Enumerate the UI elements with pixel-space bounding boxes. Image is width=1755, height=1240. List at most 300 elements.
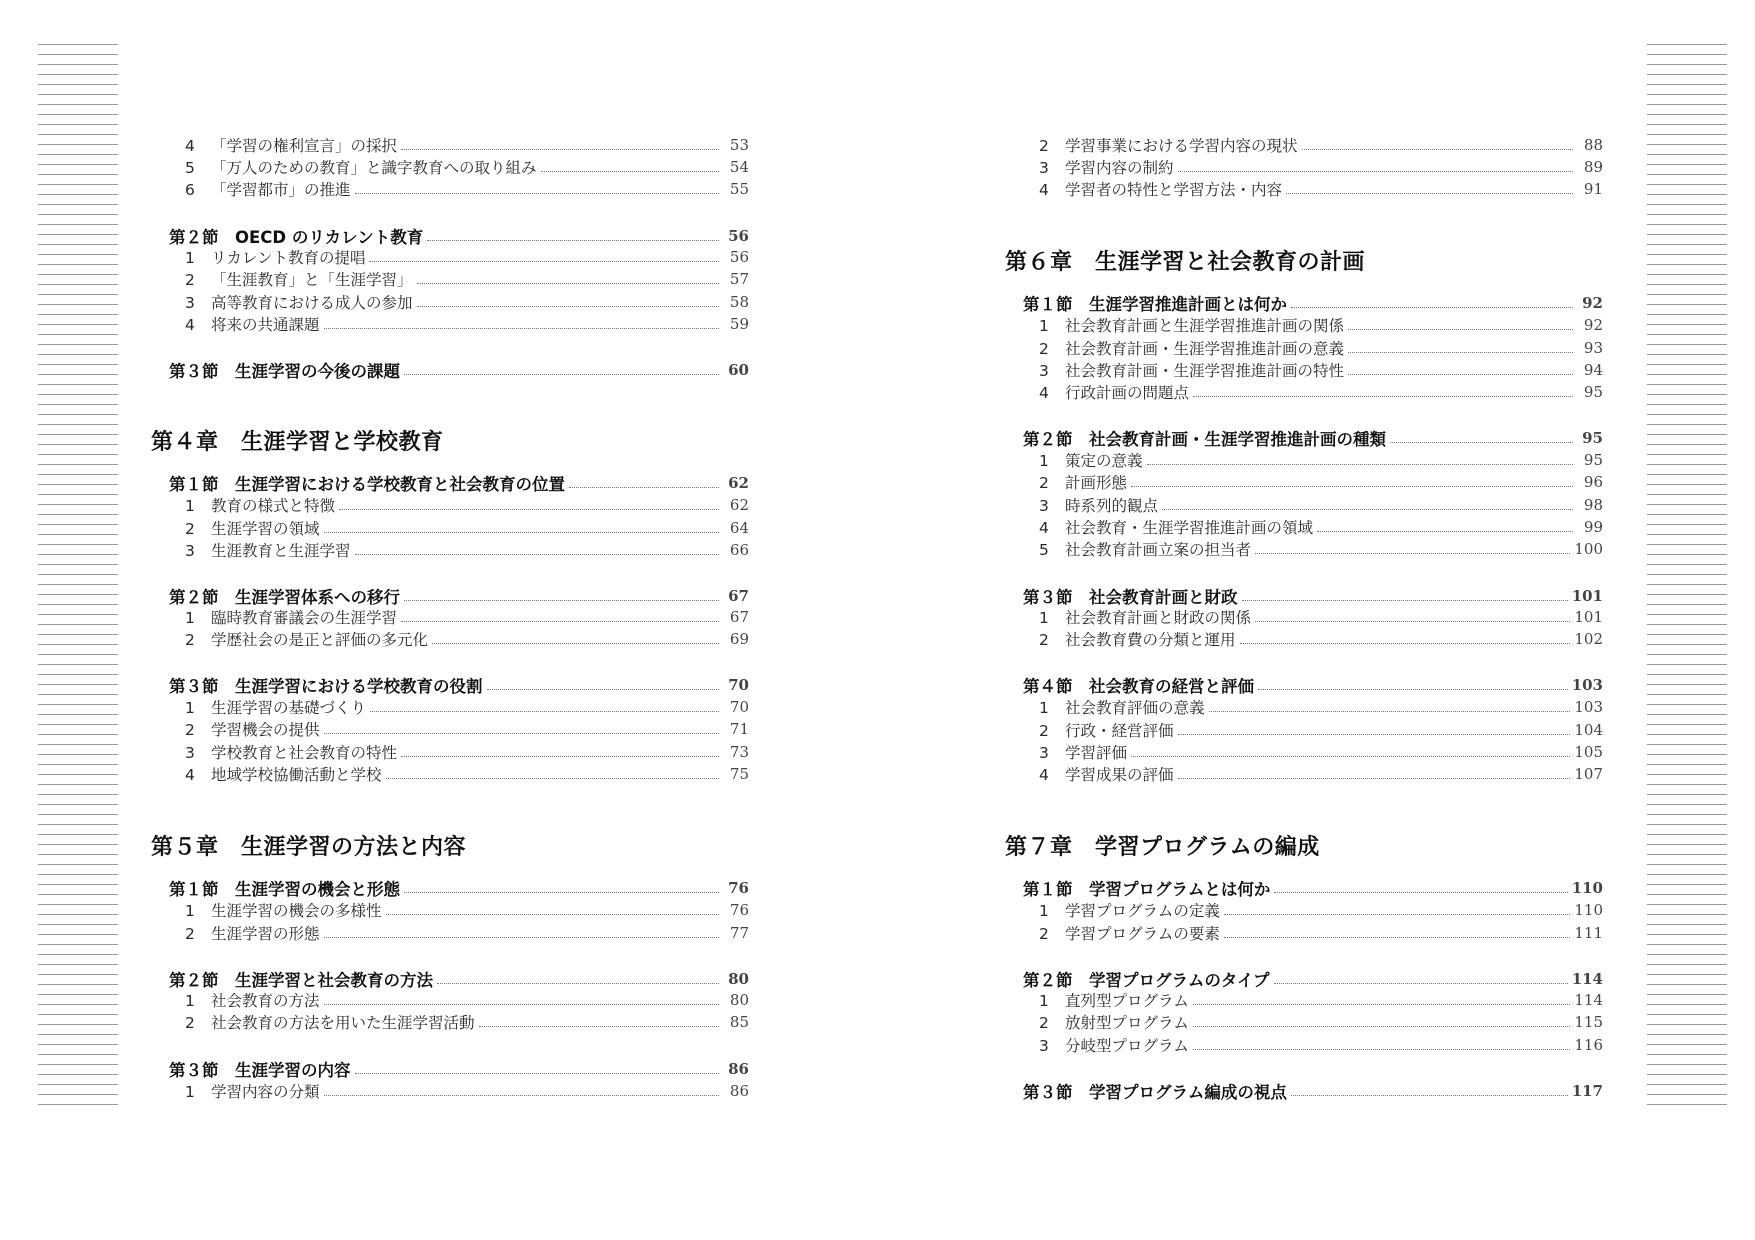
entry-title [151,628,428,650]
entry-number: 1 [185,497,195,515]
page-number: 100 [1574,540,1603,558]
dot-leader [487,689,720,690]
toc-section-entry [1005,585,1603,607]
toc-section-entry [151,472,749,494]
entry-title [1005,134,1298,156]
entry-title-text: 生涯学習の基礎づくり [211,699,367,717]
entry-number: 3 [1039,744,1049,762]
entry-number: 2 [1039,137,1049,155]
toc-section-entry [151,674,749,696]
entry-title [1005,606,1251,628]
page-number: 71 [729,720,749,738]
dot-leader [324,733,719,734]
dot-leader [324,532,719,533]
toc-item-entry [151,246,749,268]
page-number: 64 [729,519,749,537]
dot-leader [437,983,719,984]
page-number: 94 [1583,361,1603,379]
toc-item-entry [151,1080,749,1102]
toc-item-entry [1005,337,1603,359]
page-number: 60 [728,361,749,379]
page-number: 92 [1582,294,1603,312]
dot-leader [1178,734,1571,735]
dot-leader [1224,937,1571,938]
toc-section-entry [1005,1080,1603,1102]
entry-number: 3 [185,744,195,762]
dot-leader [324,1095,719,1096]
entry-title-text: 放射型プログラム [1065,1014,1189,1032]
toc-item-entry [151,494,749,516]
entry-number: 4 [185,137,195,155]
entry-title-text: 分岐型プログラム [1065,1037,1189,1055]
toc-item-entry [151,763,749,785]
dot-leader [479,1026,719,1027]
entry-title: 第４節 社会教育の経営と評価 [1023,677,1254,696]
entry-title-text: 学習事業における学習内容の現状 [1065,137,1298,155]
toc-item-entry [1005,606,1603,628]
entry-title [151,718,320,740]
page-number: 54 [729,158,749,176]
toc-item-entry [1005,314,1603,336]
entry-title [151,291,413,313]
toc-section-entry [151,968,749,990]
toc-item-entry [151,313,749,335]
toc-item-entry [151,539,749,561]
page-number: 53 [729,136,749,154]
page-number: 91 [1583,180,1603,198]
entry-title [1005,494,1158,516]
entry-title: 第１節 生涯学習推進計画とは何か [1023,295,1287,314]
entry-title-text: 生涯学習の機会の多様性 [211,902,382,920]
page-number: 58 [729,293,749,311]
entry-number: 5 [1039,541,1049,559]
entry-number: 5 [185,159,195,177]
entry-title: 第３節 学習プログラム編成の視点 [1023,1083,1287,1102]
entry-title [151,899,382,921]
page-number: 73 [729,743,749,761]
dot-leader [1224,914,1571,915]
entry-title [151,517,320,539]
entry-title-text: 学歴社会の是正と評価の多元化 [211,631,429,649]
chapter-heading: 第４章 生涯学習と学校教育 [151,430,444,455]
toc-item-entry [1005,899,1603,921]
dot-leader [1255,621,1570,622]
entry-number: 2 [185,721,195,739]
dot-leader [401,756,719,757]
entry-number: 1 [185,699,195,717]
entry-number: 1 [185,1083,195,1101]
entry-title [1005,359,1344,381]
dot-leader [1291,307,1573,308]
toc-section-entry [151,585,749,607]
entry-number: 1 [185,609,195,627]
entry-number: 4 [1039,181,1049,199]
toc-item-entry [1005,1034,1603,1056]
toc-item-entry [151,899,749,921]
entry-title-text: 社会教育評価の意義 [1065,699,1205,717]
entry-number: 3 [1039,497,1049,515]
page-number: 107 [1574,765,1603,783]
dot-leader [1162,509,1573,510]
page-number: 66 [729,541,749,559]
page-number: 56 [728,227,749,245]
dot-leader [569,487,719,488]
page-number: 67 [728,587,749,605]
page-number: 62 [728,474,749,492]
dot-leader [386,914,719,915]
entry-number: 1 [185,902,195,920]
entry-title-text: 行政計画の問題点 [1065,384,1190,402]
entry-title [1005,471,1127,493]
page-number: 114 [1574,991,1603,1009]
toc-item-entry [1005,696,1603,718]
dot-leader [339,509,719,510]
entry-title [1005,763,1174,785]
dot-leader [1131,756,1570,757]
entry-title [1005,1011,1189,1033]
entry-number: 2 [185,631,195,649]
entry-number: 1 [1039,992,1049,1010]
toc-item-entry [151,1011,749,1033]
dot-leader [1242,600,1568,601]
entry-title [151,989,320,1011]
entry-number: 1 [185,992,195,1010]
toc-item-entry [151,628,749,650]
page-number: 98 [1583,496,1603,514]
entry-title-text: 教育の様式と特徴 [211,497,336,515]
entry-number: 2 [185,1014,195,1032]
entry-title-text: 社会教育計画と財政の関係 [1065,609,1252,627]
dot-leader [432,643,719,644]
entry-title [151,178,351,200]
toc-item-entry [151,718,749,740]
toc-item-entry [1005,449,1603,471]
entry-title-text: 生涯教育と生涯学習 [211,542,351,560]
entry-number: 1 [1039,699,1049,717]
entry-title-text: 学習プログラムの定義 [1065,902,1220,920]
entry-title-text: 生涯学習の領域 [211,520,320,538]
page-number: 62 [729,496,749,514]
dot-leader [401,149,719,150]
toc-item-entry [1005,381,1603,403]
dot-leader [1348,329,1573,330]
entry-number: 4 [185,316,195,334]
entry-title-text: 地域学校協働活動と学校 [211,766,382,784]
page-number: 115 [1574,1013,1603,1031]
toc-item-entry [1005,989,1603,1011]
entry-title-text: 学習プログラムの要素 [1065,925,1220,943]
entry-title [151,268,413,290]
entry-title [1005,1034,1189,1056]
page-number: 76 [728,879,749,897]
dot-leader [1274,983,1568,984]
page-number: 101 [1571,587,1603,605]
entry-number: 2 [185,925,195,943]
page-number: 104 [1574,721,1603,739]
toc-item-entry [1005,719,1603,741]
toc-section-entry [151,359,749,381]
entry-title [1005,628,1236,650]
entry-title [151,922,320,944]
page-number: 85 [729,1013,749,1031]
dot-leader [1274,892,1567,893]
entry-number: 6 [185,181,195,199]
dot-leader [1258,689,1568,690]
entry-title-text: 学習成果の評価 [1065,766,1174,784]
toc-section-entry [1005,427,1603,449]
entry-title-text: 「万人のための教育」と識字教育への取り組み [211,159,537,177]
entry-title: 第３節 生涯学習における学校教育の役割 [169,677,483,696]
page-number: 101 [1574,608,1603,626]
page-number: 95 [1582,429,1603,447]
entry-title [1005,516,1313,538]
entry-title-text: 社会教育計画・生涯学習推進計画の意義 [1065,340,1345,358]
page-edge-lines-right [1647,44,1727,1112]
page-number: 77 [729,924,749,942]
entry-title-text: 社会教育・生涯学習推進計画の領域 [1065,519,1314,537]
dot-leader [1209,711,1571,712]
entry-title-text: 社会教育計画・生涯学習推進計画の特性 [1065,362,1345,380]
page-number: 56 [729,248,749,266]
page-number: 67 [729,608,749,626]
entry-title-text: 社会教育の方法 [211,992,320,1010]
entry-number: 2 [1039,631,1049,649]
entry-title-text: リカレント教育の提唱 [211,249,366,267]
entry-number: 2 [1039,722,1049,740]
toc-item-entry [151,696,749,718]
entry-title [1005,696,1205,718]
toc-item-entry [1005,741,1603,763]
dot-leader [1302,149,1573,150]
dot-leader [427,240,719,241]
entry-title-text: 将来の共通課題 [211,316,320,334]
page-number: 105 [1574,743,1603,761]
entry-number: 1 [1039,902,1049,920]
page-number: 95 [1583,383,1603,401]
entry-title [151,1080,320,1102]
entry-title [151,763,382,785]
page-number: 92 [1583,316,1603,334]
entry-title [151,1011,475,1033]
dot-leader [1193,1049,1571,1050]
entry-title: 第１節 学習プログラムとは何か [1023,880,1271,899]
toc-item-entry [1005,359,1603,381]
entry-title-text: 社会教育計画立案の担当者 [1065,541,1252,559]
dot-leader [355,193,719,194]
page-number: 89 [1583,158,1603,176]
entry-title-text: 生涯学習の形態 [211,925,320,943]
page-number: 70 [728,676,749,694]
dot-leader [1193,396,1573,397]
entry-title [1005,922,1220,944]
page-number: 103 [1571,676,1603,694]
page-number: 70 [729,698,749,716]
dot-leader [1178,778,1571,779]
entry-title [151,696,366,718]
entry-title: 第２節 社会教育計画・生涯学習推進計画の種類 [1023,430,1386,449]
entry-title-text: 「学習都市」の推進 [211,181,351,199]
toc-item-entry [151,922,749,944]
dot-leader [324,1004,719,1005]
dot-leader [1317,531,1573,532]
entry-title [1005,314,1344,336]
entry-title [1005,337,1344,359]
dot-leader [404,374,719,375]
dot-leader [1255,553,1570,554]
entry-title: 第１節 生涯学習における学校教育と社会教育の位置 [169,475,565,494]
entry-title: 第３節 生涯学習の内容 [169,1061,351,1080]
toc-item-entry [1005,156,1603,178]
entry-number: 1 [1039,317,1049,335]
entry-title: 第３節 社会教育計画と財政 [1023,588,1238,607]
dot-leader [401,621,719,622]
toc-item-entry [151,989,749,1011]
toc-item-entry [1005,134,1603,156]
page-number: 55 [729,180,749,198]
dot-leader [1131,486,1573,487]
toc-section-entry [1005,877,1603,899]
dot-leader [1348,352,1573,353]
page-number: 76 [729,901,749,919]
entry-title-text: 学習内容の制約 [1065,159,1174,177]
dot-leader [1193,1026,1571,1027]
entry-title-text: 社会教育計画と生涯学習推進計画の関係 [1065,317,1345,335]
entry-title [1005,449,1143,471]
page-number: 93 [1583,339,1603,357]
page-number: 114 [1571,970,1603,988]
entry-title [1005,899,1220,921]
toc-item-entry [1005,628,1603,650]
entry-title-text: 社会教育費の分類と運用 [1065,631,1236,649]
dot-leader [404,600,719,601]
entry-title [151,156,537,178]
page-number: 75 [729,765,749,783]
entry-title: 第３節 生涯学習の今後の課題 [169,362,400,381]
toc-item-entry [151,156,749,178]
entry-title [1005,381,1189,403]
entry-title: 第１節 生涯学習の機会と形態 [169,880,400,899]
entry-title-text: 学習機会の提供 [211,721,320,739]
entry-title-text: 行政・経営評価 [1065,722,1174,740]
entry-title-text: 「生涯教育」と「生涯学習」 [211,271,413,289]
page-number: 103 [1574,698,1603,716]
entry-title [151,313,320,335]
entry-title-text: 直列型プログラム [1065,992,1189,1010]
page-number: 110 [1571,879,1603,897]
entry-title [151,741,397,763]
dot-leader [355,1073,720,1074]
entry-title: 第２節 学習プログラムのタイプ [1023,971,1270,990]
toc-section-entry [1005,968,1603,990]
dot-leader [1286,193,1573,194]
page-number: 86 [728,1060,749,1078]
entry-title [1005,156,1174,178]
toc-item-entry [1005,471,1603,493]
toc-item-entry [1005,178,1603,200]
entry-title [151,134,397,156]
page-number: 116 [1574,1036,1603,1054]
entry-number: 2 [1039,1014,1049,1032]
dot-leader [1147,464,1573,465]
toc-section-entry [151,877,749,899]
entry-number: 2 [1039,340,1049,358]
page-number: 57 [729,270,749,288]
dot-leader [1348,374,1573,375]
page-edge-lines-left [38,44,118,1112]
toc-section-entry [151,225,749,247]
entry-number: 1 [1039,609,1049,627]
entry-number: 2 [1039,925,1049,943]
entry-title-text: 時系列的観点 [1065,497,1159,515]
toc-item-entry [151,178,749,200]
page-number: 111 [1574,924,1603,942]
entry-title-text: 臨時教育審議会の生涯学習 [211,609,398,627]
entry-title [151,494,335,516]
entry-title: 第２節 OECD のリカレント教育 [169,228,424,247]
entry-number: 3 [1039,159,1049,177]
toc-section-entry [151,1058,749,1080]
toc-item-entry [151,268,749,290]
entry-title: 第２節 生涯学習体系への移行 [169,588,400,607]
toc-item-entry [1005,922,1603,944]
entry-number: 3 [185,294,195,312]
entry-title-text: 策定の意義 [1065,452,1143,470]
entry-title: 第２節 生涯学習と社会教育の方法 [169,971,433,990]
page-number: 96 [1583,473,1603,491]
toc-section-entry [1005,292,1603,314]
dot-leader [1193,1004,1571,1005]
entry-number: 2 [185,520,195,538]
toc-item-entry [151,517,749,539]
entry-title [1005,178,1282,200]
dot-leader [324,328,719,329]
entry-number: 2 [1039,474,1049,492]
toc-item-entry [1005,494,1603,516]
toc-item-entry [1005,538,1603,560]
page-number: 117 [1571,1082,1603,1100]
entry-title-text: 高等教育における成人の参加 [211,294,413,312]
chapter-heading: 第６章 生涯学習と社会教育の計画 [1005,250,1366,275]
dot-leader [417,306,719,307]
entry-title [1005,538,1251,560]
page-number: 110 [1574,901,1603,919]
entry-number: 3 [1039,362,1049,380]
page-number: 99 [1583,518,1603,536]
entry-title [151,539,351,561]
entry-number: 4 [1039,519,1049,537]
entry-number: 4 [185,766,195,784]
page-number: 86 [729,1082,749,1100]
dot-leader [355,554,719,555]
dot-leader [404,892,719,893]
entry-number: 3 [185,542,195,560]
page-number: 69 [729,630,749,648]
entry-title [1005,741,1127,763]
entry-title-text: 「学習の権利宣言」の採択 [211,137,398,155]
toc-item-entry [1005,763,1603,785]
entry-number: 4 [1039,766,1049,784]
entry-title-text: 社会教育の方法を用いた生涯学習活動 [211,1014,475,1032]
dot-leader [324,937,719,938]
page-number: 80 [729,991,749,1009]
dot-leader [370,711,719,712]
entry-title-text: 学習評価 [1065,744,1128,762]
toc-item-entry [151,134,749,156]
toc-section-entry [1005,674,1603,696]
entry-number: 1 [185,249,195,267]
dot-leader [417,283,719,284]
page-number: 80 [728,970,749,988]
